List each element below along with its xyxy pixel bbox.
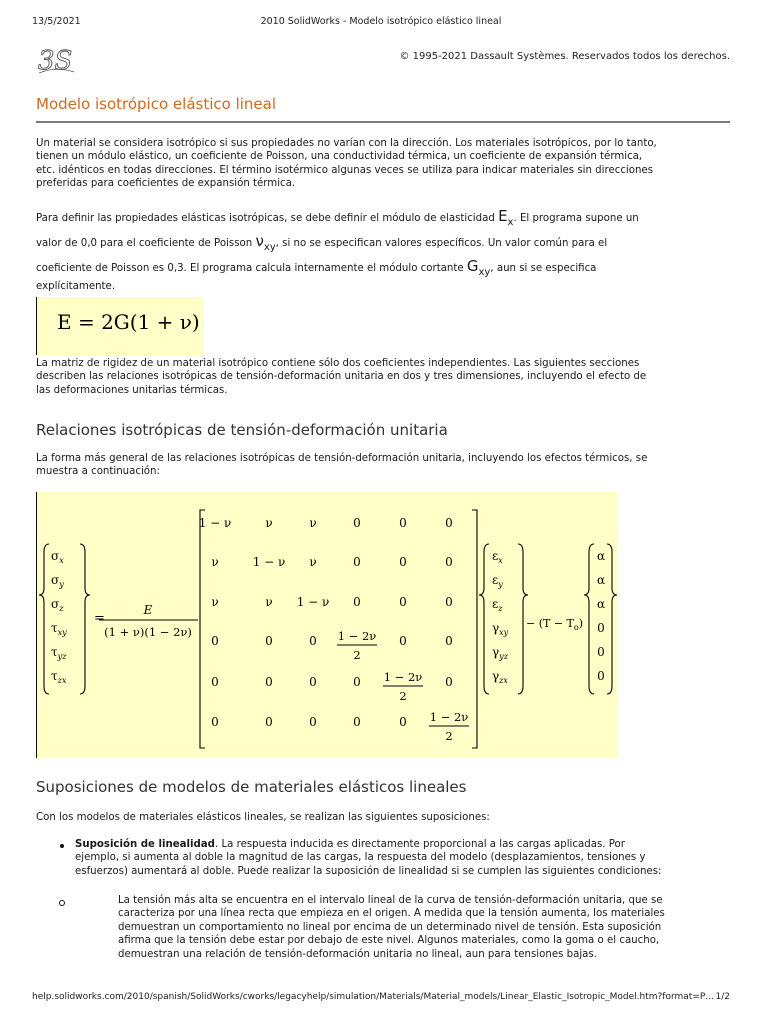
strain-component: $\gamma_{xy}$ — [492, 621, 509, 637]
stress-strain-matrix-equation — [37, 492, 617, 758]
matrix-cell: 0 — [353, 516, 361, 530]
stiffness-line: describen las relaciones isotrópicas de tensión-deformación unitaria en dos y tres dimensiones, incluyendo el efecto de — [36, 371, 647, 383]
text: coeficiente de Poisson es 0,3. El programa calcula internamente el módulo cortante — [36, 263, 467, 274]
thermal-close: ) — [578, 617, 584, 630]
matrix-cell: 1 − ν — [198, 516, 232, 530]
matrix-cell: 1 − ν — [296, 595, 330, 609]
elastic-modulus-subscript: x — [507, 217, 514, 228]
stiffness-line: La matriz de rigidez de un material isotrópico contiene sólo dos coeficientes independientes. Las siguientes secciones — [36, 358, 640, 369]
linearity-term: Suposición de linealidad — [75, 839, 215, 850]
linearity-bullet — [75, 838, 730, 878]
text: Para definir las propiedades elásticas isotrópicas, se debe definir el módulo de elasticidad — [36, 213, 499, 224]
shear-modulus-symbol: G — [466, 257, 479, 275]
section1-line: muestra a continuación: — [36, 466, 160, 478]
thermal-expansion-component: α — [596, 597, 606, 611]
modulus-equation: E = 2G(1 + ν) — [57, 310, 200, 334]
intro-line: preferidas para coeficientes de expansión térmica. — [36, 178, 296, 190]
text: . La respuesta inducida es directamente proporcional a las cargas aplicadas. Por — [214, 839, 625, 850]
matrix-cell: 0 — [353, 595, 361, 609]
matrix-cell: 0 — [265, 634, 273, 648]
poisson-subscript: xy — [263, 242, 276, 253]
intro-line: tienen un módulo elástico, un coeficiente de Poisson, una conductividad térmica, un coeficiente de expansión térmica, — [36, 151, 643, 163]
sub-bullet-line: afirma que la tensión debe estar por debajo de este nivel. Algunos materiales, como la goma o el caucho, — [118, 935, 660, 947]
matrix-cell: 0 — [445, 634, 453, 648]
linearity-line-1 — [75, 838, 730, 851]
elastic-line-4: explícitamente. — [36, 281, 116, 292]
intro-paragraph — [36, 137, 730, 191]
matrix-cell: 0 — [399, 555, 407, 569]
matrix-cell: 0 — [211, 715, 219, 729]
matrix-cell: ν — [211, 595, 219, 609]
section-heading-relations: Relaciones isotrópicas de tensión-deformación unitaria — [36, 421, 448, 439]
equals-sign: = — [94, 611, 105, 626]
matrix-cell: 0 — [309, 634, 317, 648]
thermal-term — [526, 617, 583, 632]
stiffness-paragraph — [36, 357, 730, 397]
page-title: Modelo isotrópico elástico lineal — [36, 95, 276, 113]
elastic-paragraph — [36, 205, 730, 293]
factor-denominator: (1 + ν)(1 − 2ν) — [104, 625, 192, 639]
strain-component: $\varepsilon_z$ — [492, 597, 503, 613]
matrix-cell: 0 — [353, 715, 361, 729]
title-divider — [36, 121, 730, 123]
page-url: help.solidworks.com/2010/spanish/SolidWorks/cworks/legacyhelp/simulation/Materials/Material_models/Linear_Elastic_Isotropic_Model.htm?format=P… — [32, 992, 715, 1002]
stiffness-line: las deformaciones unitarias térmicas. — [36, 384, 228, 396]
thermal-subscript: o — [573, 623, 579, 632]
half-numerator: 1 − 2ν — [383, 670, 423, 684]
half-denominator: 2 — [353, 648, 361, 662]
matrix-cell: 0 — [309, 715, 317, 729]
strain-component: $\gamma_{zx}$ — [492, 669, 508, 685]
matrix-cell: 0 — [265, 675, 273, 689]
matrix-cell: 0 — [353, 555, 361, 569]
logo-text: 3S — [38, 46, 73, 76]
equation-box-modulus — [36, 297, 204, 355]
linearity-line: ejemplo, si aumenta al doble la magnitud de las cargas, la respuesta del modelo (desplazamientos, tensiones y — [75, 852, 646, 864]
section-heading-assumptions: Suposiciones de modelos de materiales elásticos lineales — [36, 778, 467, 796]
sub-bullet-marker — [59, 900, 65, 906]
thermal-expansion-component: 0 — [597, 645, 605, 659]
sub-bullet-line: demuestran un comportamiento no lineal por encima de un determinado nivel de tensión. Esta suposición — [118, 921, 662, 933]
half-denominator: 2 — [399, 689, 407, 703]
bullet-marker — [60, 844, 64, 848]
print-date: 13/5/2021 — [32, 16, 81, 27]
matrix-cell: 0 — [445, 675, 453, 689]
matrix-cell: 0 — [265, 715, 273, 729]
print-title: 2010 SolidWorks - Modelo isotrópico elástico lineal — [260, 16, 502, 27]
matrix-cell: 0 — [353, 675, 361, 689]
intro-line: etc. idénticos en todas direcciones. El término isotérmico algunas veces se utiliza para indicar materiales sin direcciones — [36, 164, 654, 176]
elastic-modulus-symbol: E — [498, 207, 508, 225]
thermal-text: − (T − T — [526, 617, 574, 630]
strain-component: $\varepsilon_x$ — [492, 549, 503, 565]
matrix-cell: 0 — [399, 516, 407, 530]
poisson-symbol: ν — [255, 232, 264, 250]
matrix-cell: 1 − ν — [252, 555, 286, 569]
sub-bullet-line: demuestran una relación de tensión-deformación unitaria no lineal, aun para tensiones bajas. — [118, 948, 597, 960]
matrix-cell: ν — [309, 516, 317, 530]
text: valor de 0,0 para el coeficiente de Poisson — [36, 238, 256, 249]
stress-component: $\tau_{yz}$ — [51, 645, 67, 661]
matrix-cell: 0 — [445, 516, 453, 530]
stress-component: $\sigma_y$ — [51, 573, 64, 589]
matrix-cell: 0 — [399, 595, 407, 609]
factor-numerator: E — [143, 603, 153, 617]
copyright-notice: © 1995-2021 Dassault Systèmes. Reservados todos los derechos. — [399, 51, 730, 62]
ds-3ds-logo-icon — [36, 42, 76, 76]
equation-box-matrix — [36, 492, 618, 758]
matrix-cell: 0 — [309, 675, 317, 689]
matrix-cell: 0 — [445, 595, 453, 609]
text: , aun si se especifica — [490, 263, 597, 274]
elastic-line-1 — [36, 205, 730, 230]
stress-limit-sub-bullet — [118, 894, 730, 961]
section1-line: La forma más general de las relaciones isotrópicas de tensión-deformación unitaria, incluyendo los efectos térmicos, se — [36, 453, 648, 464]
matrix-cell: 0 — [211, 634, 219, 648]
matrix-cell: 0 — [399, 634, 407, 648]
matrix-cell: 0 — [445, 555, 453, 569]
stress-component: $\tau_{xy}$ — [51, 621, 67, 637]
elastic-line-3 — [36, 255, 730, 280]
matrix-cell: ν — [265, 516, 273, 530]
print-footer — [32, 992, 730, 1002]
matrix-cell: 0 — [211, 675, 219, 689]
matrix-cell: ν — [211, 555, 219, 569]
matrix-cell: ν — [309, 555, 317, 569]
half-numerator: 1 − 2ν — [429, 710, 469, 724]
sub-bullet-line: caracteriza por una línea recta que empieza en el origen. A medida que la tensión aumenta, los materiales — [118, 908, 665, 920]
thermal-expansion-component: 0 — [597, 621, 605, 635]
linearity-line: esfuerzos) aumentará al doble. Puede realizar la suposición de linealidad si se cumplen las siguientes condiciones: — [75, 865, 662, 877]
elastic-line-2 — [36, 230, 730, 255]
text: . El programa supone un — [513, 213, 639, 224]
text: , si no se especifican valores específicos. Un valor común para el — [275, 238, 608, 249]
stress-component: $\tau_{zx}$ — [51, 669, 67, 685]
section2-intro: Con los modelos de materiales elásticos lineales, se realizan las siguientes suposiciones: — [36, 812, 490, 823]
intro-line: Un material se considera isotrópico si sus propiedades no varían con la dirección. Los materiales isotrópicos, por lo tanto, — [36, 138, 657, 149]
section1-paragraph — [36, 452, 730, 479]
stress-component: $\sigma_x$ — [51, 549, 64, 565]
matrix-cell: ν — [265, 595, 273, 609]
half-denominator: 2 — [445, 729, 453, 743]
print-header — [32, 16, 730, 30]
strain-component: $\varepsilon_y$ — [492, 573, 503, 589]
shear-modulus-subscript: xy — [478, 267, 491, 278]
thermal-expansion-component: α — [596, 549, 606, 563]
page-number: 1/2 — [715, 992, 730, 1002]
strain-component: $\gamma_{yz}$ — [492, 645, 508, 661]
thermal-expansion-component: α — [596, 573, 606, 587]
sub-bullet-line: La tensión más alta se encuentra en el intervalo lineal de la curva de tensión-deformación unitaria, que se — [118, 895, 663, 906]
half-numerator: 1 − 2ν — [337, 629, 377, 643]
stress-component: $\sigma_z$ — [51, 597, 64, 613]
thermal-expansion-component: 0 — [597, 669, 605, 683]
matrix-cell: 0 — [399, 715, 407, 729]
